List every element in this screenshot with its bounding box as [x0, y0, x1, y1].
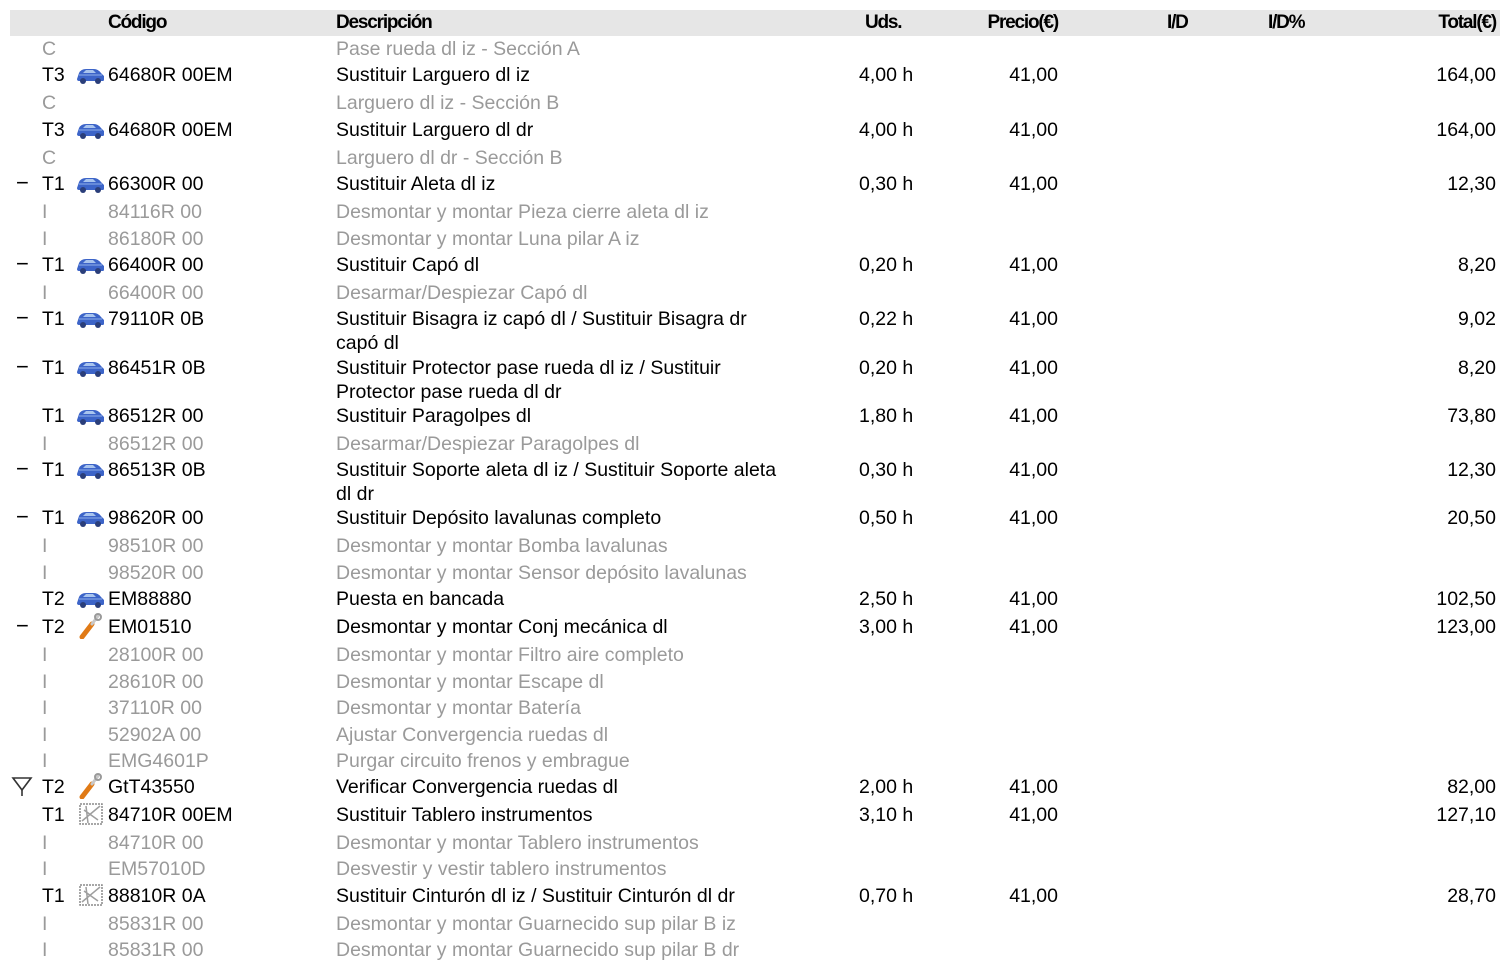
row-price: 41,00	[1009, 357, 1058, 379]
row-units: 3,00 h	[859, 616, 914, 638]
row-code: 84710R 00	[108, 832, 204, 854]
row-description: Sustituir Larguero dl iz	[336, 64, 531, 86]
row-total: 127,10	[1436, 804, 1496, 826]
row-description: Larguero dl iz - Sección B	[336, 92, 560, 114]
row-total: 73,80	[1447, 405, 1496, 427]
row-type: I	[42, 671, 48, 693]
row-total: 12,30	[1447, 459, 1496, 481]
row-code: 52902A 00	[108, 724, 202, 746]
row-description: Purgar circuito frenos y embrague	[336, 750, 630, 772]
row-type: I	[42, 282, 48, 304]
row-type: I	[42, 939, 48, 961]
row-description: Desarmar/Despiezar Capó dl	[336, 282, 588, 304]
row-units: 0,20 h	[859, 254, 914, 276]
row-total: 8,20	[1458, 357, 1496, 379]
row-code: 86180R 00	[108, 228, 204, 250]
car-icon	[74, 504, 106, 530]
row-units: 0,50 h	[859, 507, 914, 529]
row-description: Sustituir Paragolpes dl	[336, 405, 532, 427]
row-type: T1	[42, 459, 65, 481]
row-units: 0,30 h	[859, 173, 914, 195]
row-description: Sustituir Depósito lavalunas completo	[336, 507, 662, 529]
row-description: Desarmar/Despiezar Paragolpes dl	[336, 433, 640, 455]
row-total: 8,20	[1458, 254, 1496, 276]
row-code: 28610R 00	[108, 671, 204, 693]
row-code: 98510R 00	[108, 535, 204, 557]
row-type: T1	[42, 804, 65, 826]
row-price: 41,00	[1009, 308, 1058, 330]
car-icon	[74, 116, 106, 142]
row-total: 20,50	[1447, 507, 1496, 529]
row-type: I	[42, 724, 48, 746]
row-price: 41,00	[1009, 459, 1058, 481]
row-description: Ajustar Convergencia ruedas dl	[336, 724, 609, 746]
row-type: T1	[42, 507, 65, 529]
collapse-toggle[interactable]: −	[16, 613, 29, 638]
header-codigo[interactable]: Código	[108, 12, 167, 33]
row-code: 64680R 00EM	[108, 64, 233, 86]
row-type: T2	[42, 616, 65, 638]
row-price: 41,00	[1009, 173, 1058, 195]
row-price: 41,00	[1009, 64, 1058, 86]
row-description: Desmontar y montar Batería	[336, 697, 581, 719]
row-code: GtT43550	[108, 776, 195, 798]
row-type: T1	[42, 308, 65, 330]
wrench-icon	[74, 773, 106, 799]
row-type: I	[42, 697, 48, 719]
row-units: 0,22 h	[859, 308, 914, 330]
row-code: 66300R 00	[108, 173, 204, 195]
dashboard-icon	[74, 882, 106, 908]
row-price: 41,00	[1009, 405, 1058, 427]
row-description: Sustituir Bisagra iz capó dl / Sustituir Bisagra dr capó dl	[336, 308, 747, 354]
row-description: Sustituir Aleta dl iz	[336, 173, 496, 195]
row-units: 2,00 h	[859, 776, 914, 798]
row-code: 66400R 00	[108, 254, 204, 276]
row-code: 84710R 00EM	[108, 804, 233, 826]
row-type: T3	[42, 64, 65, 86]
row-total: 12,30	[1447, 173, 1496, 195]
wrench-icon	[74, 613, 106, 639]
car-icon	[74, 354, 106, 380]
row-price: 41,00	[1009, 507, 1058, 529]
row-price: 41,00	[1009, 254, 1058, 276]
row-code: EMG4601P	[108, 750, 209, 772]
header-id[interactable]: I/D	[1167, 12, 1188, 33]
row-total: 82,00	[1447, 776, 1496, 798]
row-description: Desmontar y montar Filtro aire completo	[336, 644, 684, 666]
row-code: 98620R 00	[108, 507, 204, 529]
row-description: Sustituir Larguero dl dr	[336, 119, 534, 141]
row-description: Desvestir y vestir tablero instrumentos	[336, 858, 667, 880]
row-units: 2,50 h	[859, 588, 914, 610]
row-price: 41,00	[1009, 119, 1058, 141]
row-units: 4,00 h	[859, 64, 914, 86]
row-type: I	[42, 750, 48, 772]
row-type: C	[42, 92, 57, 114]
car-icon	[74, 305, 106, 331]
row-description: Desmontar y montar Conj mecánica dl	[336, 616, 668, 638]
row-description: Verificar Convergencia ruedas dl	[336, 776, 618, 798]
car-icon	[74, 402, 106, 428]
row-code: 84116R 00	[108, 201, 202, 223]
car-icon	[74, 170, 106, 196]
row-type: C	[42, 38, 57, 60]
row-code: 86512R 00	[108, 433, 204, 455]
row-type: T1	[42, 405, 65, 427]
row-code: 86513R 0B	[108, 459, 206, 481]
header-total[interactable]: Total(€)	[1438, 12, 1496, 33]
row-type: T1	[42, 254, 65, 276]
filter-flag-icon[interactable]	[10, 774, 34, 800]
collapse-toggle[interactable]: −	[16, 305, 29, 330]
row-code: 79110R 0B	[108, 308, 205, 330]
row-units: 0,30 h	[859, 459, 914, 481]
collapse-toggle[interactable]: −	[16, 504, 29, 529]
row-type: I	[42, 858, 48, 880]
row-description: Sustituir Protector pase rueda dl iz / Sustituir Protector pase rueda dl dr	[336, 357, 721, 403]
row-type: T2	[42, 588, 65, 610]
row-type: T1	[42, 357, 65, 379]
row-description: Desmontar y montar Pieza cierre aleta dl iz	[336, 201, 709, 223]
row-type: T2	[42, 776, 65, 798]
row-price: 41,00	[1009, 616, 1058, 638]
row-price: 41,00	[1009, 885, 1058, 907]
row-units: 1,80 h	[859, 405, 914, 427]
header-precio[interactable]: Precio(€)	[987, 12, 1058, 33]
row-total: 9,02	[1458, 308, 1496, 330]
row-description: Larguero dl dr - Sección B	[336, 147, 563, 169]
row-type: I	[42, 832, 48, 854]
row-type: I	[42, 644, 48, 666]
row-type: I	[42, 433, 48, 455]
row-type: I	[42, 228, 48, 250]
row-code: 85831R 00	[108, 913, 204, 935]
row-description: Sustituir Tablero instrumentos	[336, 804, 593, 826]
row-description: Desmontar y montar Tablero instrumentos	[336, 832, 699, 854]
row-description: Sustituir Capó dl	[336, 254, 480, 276]
row-description: Sustituir Soporte aleta dl iz / Sustituir Soporte aleta dl dr	[336, 459, 777, 505]
row-code: EM57010D	[108, 858, 206, 880]
row-code: 37110R 00	[108, 697, 202, 719]
row-total: 164,00	[1436, 64, 1496, 86]
row-code: 98520R 00	[108, 562, 204, 584]
row-code: EM88880	[108, 588, 192, 610]
row-code: 66400R 00	[108, 282, 204, 304]
row-code: 64680R 00EM	[108, 119, 233, 141]
car-icon	[74, 61, 106, 87]
collapse-toggle[interactable]: −	[16, 354, 29, 379]
row-total: 123,00	[1436, 616, 1496, 638]
row-type: I	[42, 913, 48, 935]
collapse-toggle[interactable]: −	[16, 251, 29, 276]
header-id-percent[interactable]: I/D%	[1268, 12, 1305, 33]
row-description: Desmontar y montar Escape dl	[336, 671, 604, 693]
car-icon	[74, 456, 106, 482]
row-type: I	[42, 201, 48, 223]
collapse-toggle[interactable]: −	[16, 170, 29, 195]
row-code: 86451R 0B	[108, 357, 206, 379]
row-description: Desmontar y montar Bomba lavalunas	[336, 535, 668, 557]
row-type: I	[42, 562, 48, 584]
row-description: Desmontar y montar Guarnecido sup pilar B dr	[336, 939, 740, 961]
row-type: C	[42, 147, 57, 169]
car-icon	[74, 585, 106, 611]
row-description: Desmontar y montar Luna pilar A iz	[336, 228, 640, 250]
row-price: 41,00	[1009, 776, 1058, 798]
row-total: 28,70	[1447, 885, 1496, 907]
row-units: 4,00 h	[859, 119, 914, 141]
collapse-toggle[interactable]: −	[16, 456, 29, 481]
row-units: 3,10 h	[859, 804, 914, 826]
row-price: 41,00	[1009, 588, 1058, 610]
row-code: 85831R 00	[108, 939, 204, 961]
header-descripcion[interactable]: Descripción	[336, 12, 432, 33]
row-code: EM01510	[108, 616, 192, 638]
row-type: T1	[42, 885, 65, 907]
row-total: 164,00	[1436, 119, 1496, 141]
header-uds[interactable]: Uds.	[865, 12, 902, 33]
row-type: T3	[42, 119, 65, 141]
row-units: 0,70 h	[859, 885, 914, 907]
row-code: 28100R 00	[108, 644, 204, 666]
row-price: 41,00	[1009, 804, 1058, 826]
row-units: 0,20 h	[859, 357, 914, 379]
dashboard-icon	[74, 801, 106, 827]
car-icon	[74, 251, 106, 277]
row-code: 88810R 0A	[108, 885, 206, 907]
row-description: Sustituir Cinturón dl iz / Sustituir Cinturón dl dr	[336, 885, 735, 907]
row-description: Desmontar y montar Sensor depósito lavalunas	[336, 562, 747, 584]
row-description: Pase rueda dl iz - Sección A	[336, 38, 580, 60]
row-type: T1	[42, 173, 65, 195]
row-description: Desmontar y montar Guarnecido sup pilar B iz	[336, 913, 736, 935]
row-code: 86512R 00	[108, 405, 204, 427]
row-type: I	[42, 535, 48, 557]
row-description: Puesta en bancada	[336, 588, 505, 610]
row-total: 102,50	[1436, 588, 1496, 610]
